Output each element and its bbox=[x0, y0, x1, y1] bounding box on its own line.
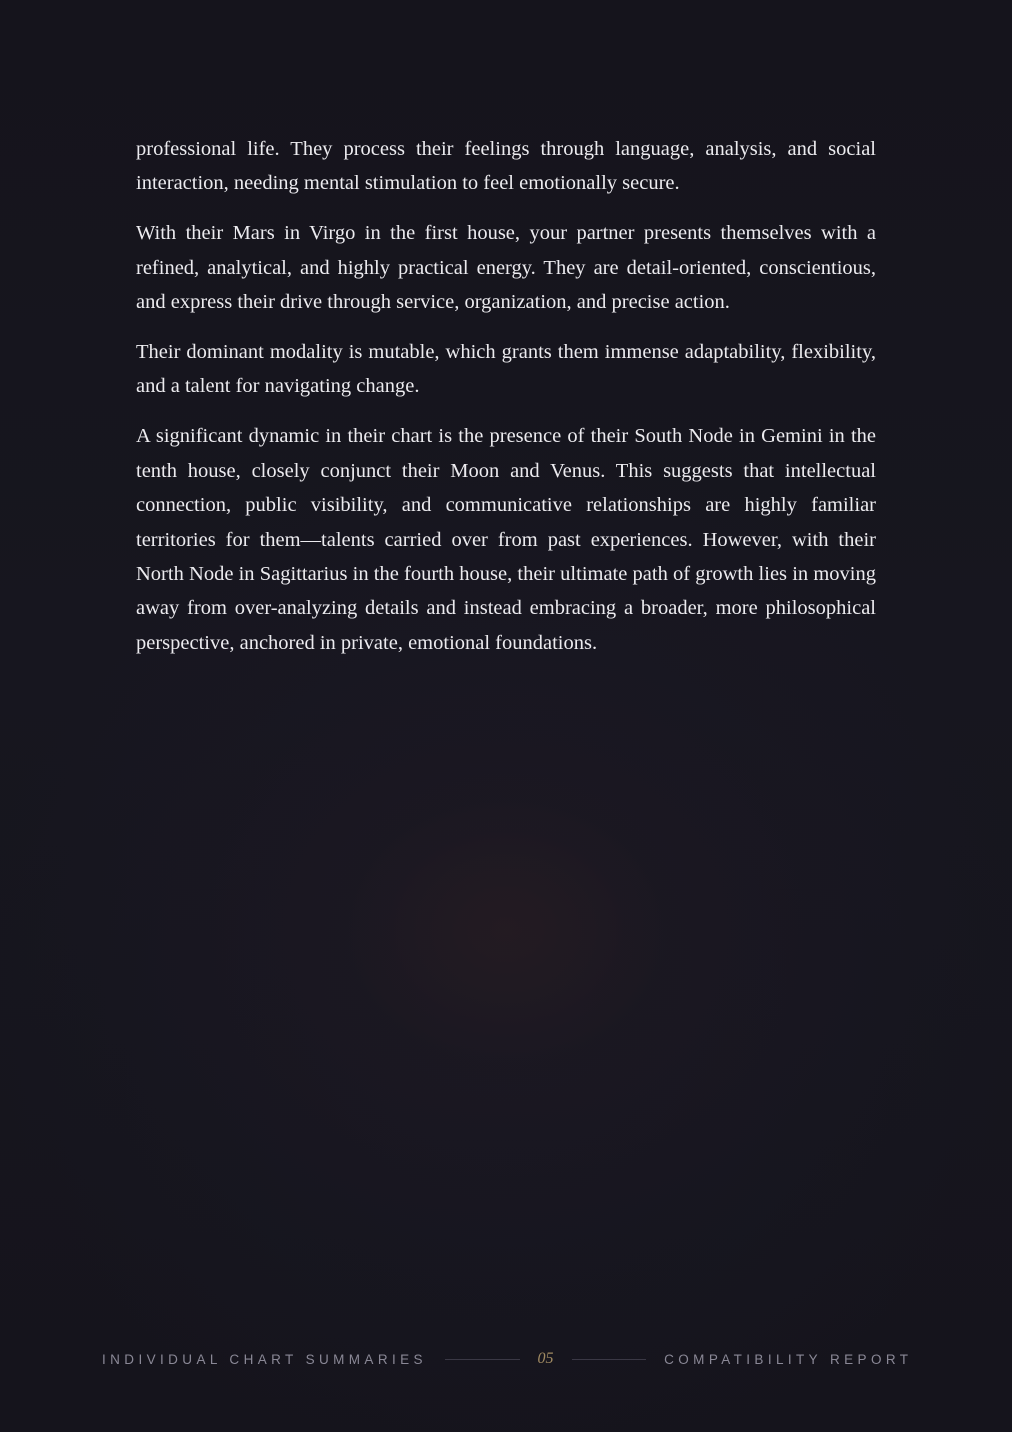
page-footer bbox=[102, 1349, 913, 1369]
paragraph-lunar-nodes: A significant dynamic in their chart is the presence of their South Node in Gemini in the tenth house, closely conjunct their Moon and Venus. This suggests that intellectual connection, public visibility, and communicative relationships are highly familiar territories for them—talents carried over from past experiences. However, with their North Node in Sagittarius in the fourth house, their ultimate path of growth lies in moving away from over-analyzing details and instead embracing a broader, more philosophical perspective, anchored in private, emotional foundations. bbox=[136, 425, 876, 654]
paragraph-dominant-modality: Their dominant modality is mutable, which grants them immense adaptability, flexibility, and a talent for navigating change. bbox=[136, 341, 876, 398]
paragraph-emotional-processing: professional life. They process their feelings through language, analysis, and social interaction, needing mental stimulation to feel emotionally secure. bbox=[136, 138, 876, 195]
footer-divider-left bbox=[445, 1359, 520, 1360]
chart-summary-text bbox=[136, 132, 876, 676]
footer-report-label: COMPATIBILITY REPORT bbox=[664, 1351, 913, 1367]
footer-section-label: INDIVIDUAL CHART SUMMARIES bbox=[102, 1351, 427, 1367]
footer-divider-right bbox=[572, 1359, 647, 1360]
paragraph-mars-in-virgo: With their Mars in Virgo in the first house, your partner presents themselves with a refined, analytical, and highly practical energy. They are detail-oriented, conscientious, and express their drive through service, organization, and precise action. bbox=[136, 222, 876, 314]
page-number: 05 bbox=[537, 1350, 554, 1367]
